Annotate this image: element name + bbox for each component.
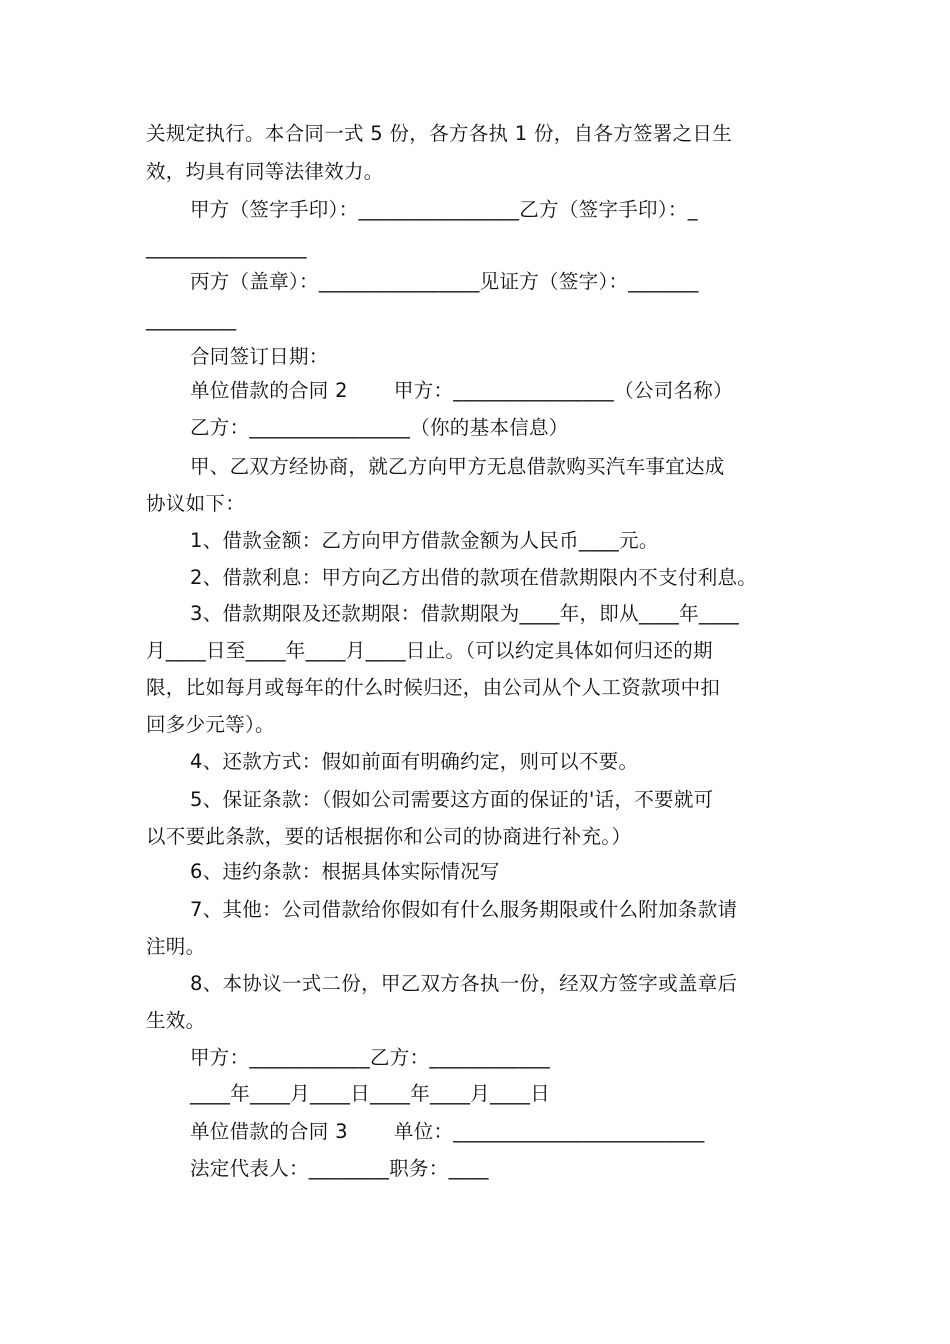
text-line: 关规定执行。本合同一式 5 份，各方各执 1 份，自各方签署之日生: [146, 122, 733, 145]
text-line: 法定代表人：________职务：____: [190, 1157, 489, 1180]
text-line: 协议如下：: [146, 492, 246, 515]
text-line: 3、借款期限及还款期限：借款期限为____年，即从____年____: [190, 602, 740, 625]
text-line: 2、借款利息：甲方向乙方出借的款项在借款期限内不支付利息。: [190, 566, 758, 589]
text-line: 月____日至____年____月____日止。（可以约定具体如何归还的期: [146, 639, 713, 662]
text-line: _________: [146, 308, 237, 331]
text-line: 1、借款金额：乙方向甲方借款金额为人民币____元。: [190, 529, 659, 552]
text-line: 甲、乙双方经协商，就乙方向甲方无息借款购买汽车事宜达成: [190, 455, 725, 478]
text-line: 回多少元等）。: [146, 713, 275, 736]
text-line: 单位借款的合同 3 单位：_________________________: [190, 1120, 705, 1143]
text-line: 合同签订日期：: [190, 345, 329, 368]
text-line: 效，均具有同等法律效力。: [146, 160, 384, 183]
text-line: 5、保证条款：（假如公司需要这方面的保证的'话，不要就可: [190, 788, 714, 811]
text-line: 丙方（盖章）：________________见证方（签字）：_______: [190, 270, 699, 293]
text-line: 单位借款的合同 2 甲方：________________（公司名称）: [190, 379, 733, 402]
text-line: 7、其他：公司借款给你假如有什么服务期限或什么附加条款请: [190, 898, 738, 921]
text-line: ________________: [146, 236, 307, 259]
text-line: 4、还款方式：假如前面有明确约定，则可以不要。: [190, 750, 639, 773]
text-line: 甲方（签字手印）：________________乙方（签字手印）：_: [190, 198, 698, 221]
text-line: 甲方：____________乙方：____________: [190, 1046, 550, 1069]
text-line: 注明。: [146, 935, 206, 958]
text-line: 以不要此条款，要的话根据你和公司的协商进行补充。）: [146, 825, 632, 848]
text-line: 限，比如每月或每年的什么时候归还，由公司从个人工资款项中扣: [146, 676, 721, 699]
text-line: 8、本协议一式二份，甲乙双方各执一份，经双方签字或盖章后: [190, 972, 738, 995]
text-line: 6、违约条款：根据具体实际情况写: [190, 860, 500, 883]
text-line: 乙方：________________（你的基本信息）: [190, 416, 569, 439]
text-line: ____年____月____日____年____月____日: [190, 1082, 550, 1105]
text-line: 生效。: [146, 1009, 206, 1032]
